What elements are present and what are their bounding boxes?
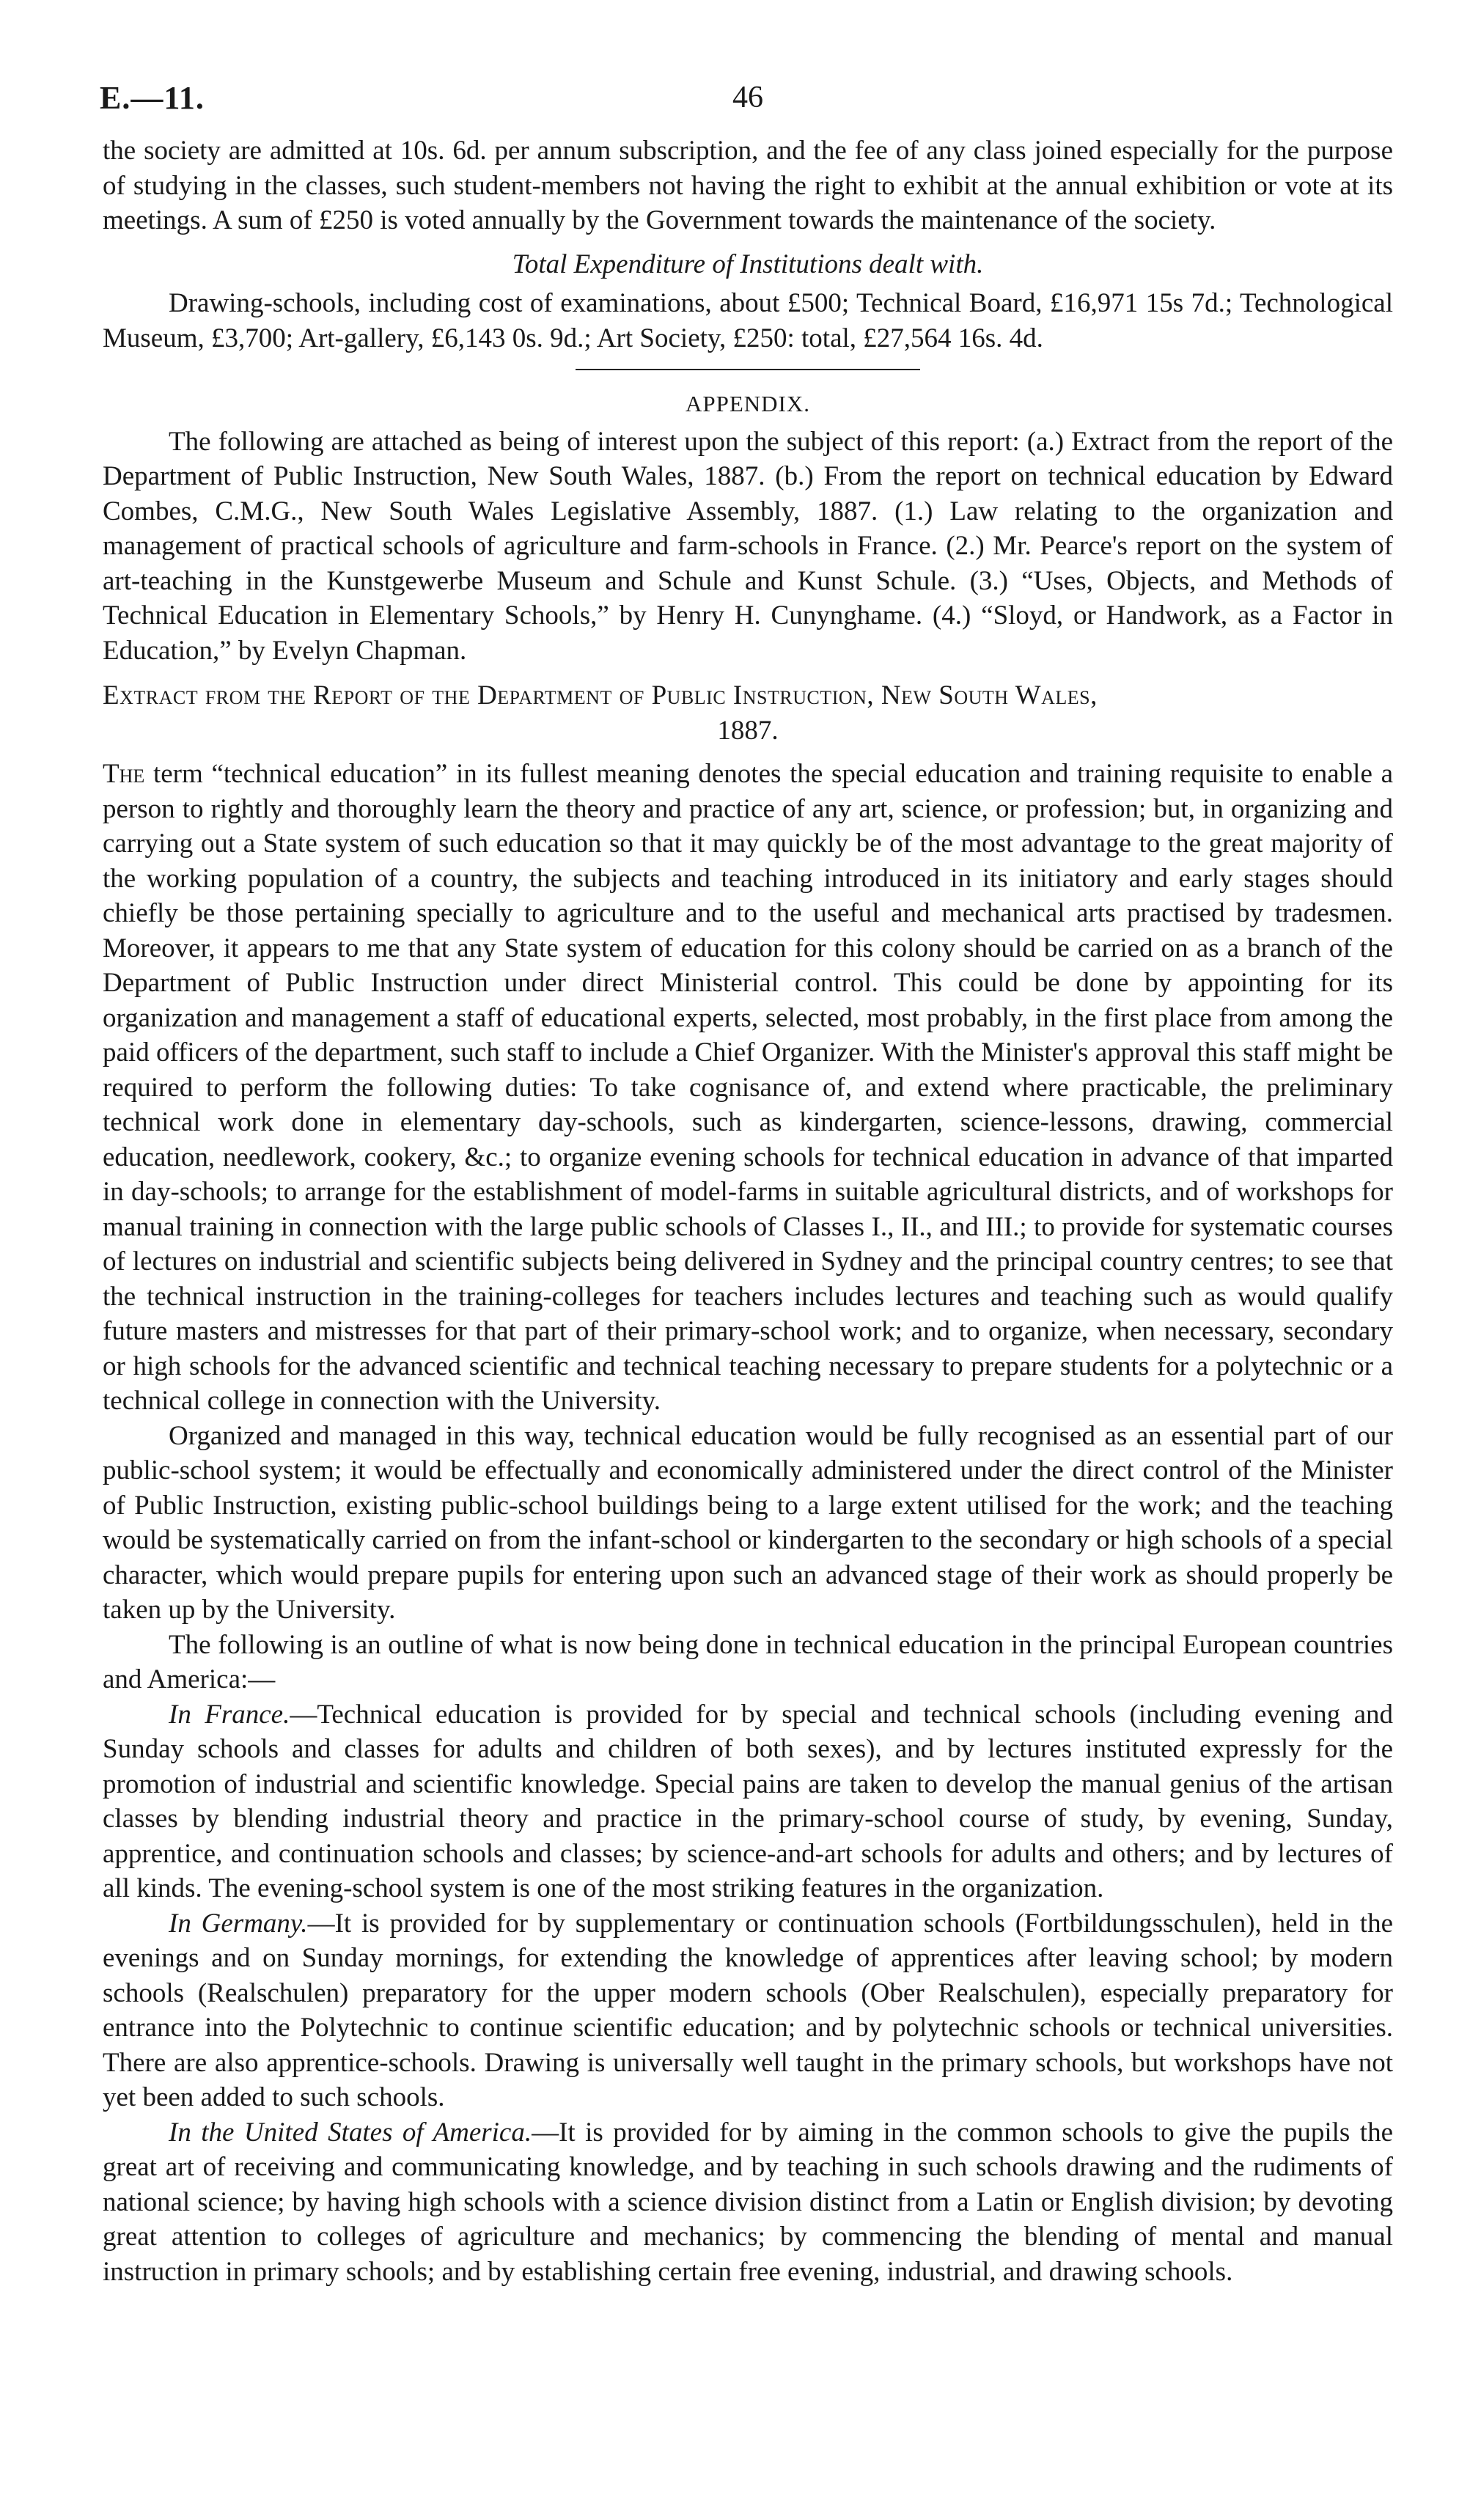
- document-page: [100, 80, 1393, 2289]
- extract-paragraph-1: [103, 757, 1393, 1419]
- series-label: E.—11.: [100, 80, 205, 116]
- france-text: —Technical education is provided for by special and technical schools (including evening and Sunday schools and classes for adults and children of both sexes), and by lectures instituted expressly for the promotion of industrial and scientific knowledge. Special pains are taken to develop the manual genius of the artisan classes by blending industrial theory and practice in the primary-school course of study, by evening, Sunday, apprentice, and continuation schools and classes; by science-and-art schools for adults and others; and by lectures of all kinds. The evening-school system is one of the most striking features in the organization.: [103, 1699, 1393, 1903]
- france-paragraph: [103, 1697, 1393, 1906]
- intro-paragraph: the society are admitted at 10s. 6d. per annum subscription, and the fee of any class joined especially for the purpose of studying in the classes, such student-members not having the right to exhibit at the annual exhibition or vote at its meetings. A sum of £250 is voted annually by the Government towards the maintenance of the society.: [103, 136, 1393, 235]
- usa-text: —It is provided for by aiming in the common schools to give the pupils the great art of receiving and communicating knowledge, and by teaching in such schools drawing and the rudiments of national science; by having high schools with a science division distinct from a Latin or English division; by devoting great attention to colleges of agriculture and mechanics; by commencing the blending of mental and manual instruction in primary schools; and by establishing certain free evening, industrial, and drawing schools.: [103, 2117, 1393, 2287]
- france-label: In France.: [169, 1699, 290, 1730]
- extract-heading: Extract from the Report of the Department of Public Instruction, New South Wales,: [103, 680, 1098, 710]
- germany-text: —It is provided for by supplementary or continuation schools (Fortbildungsschulen), held in the evenings and on Sunday mornings, for extending the knowledge of apprentices after leaving school; by modern schools (Realschulen) preparatory for the upper modern schools (Ober Realschulen), especially preparatory for entrance into the Polytechnic to continue scientific education; and by polytechnic schools or technical universities. There are also apprentice-schools. Drawing is universally well taught in the primary schools, but workshops have not yet been added to such schools.: [103, 1908, 1393, 2112]
- extract-paragraph-3: The following is an outline of what is now being done in technical education in the principal European countries and America:—: [103, 1629, 1393, 1694]
- appendix-intro: The following are attached as being of interest upon the subject of this report: (a.) Extract from the report of the Department of Public Instruction, New South Wales, 1887. (b.) From the report on technical education by Edward Combes, C.M.G., New South Wales Legislative Assembly, 1887. (1.) Law relating to the organization and management of practical schools of agriculture and farm-schools in France. (2.) Mr. Pearce's report on the system of art-teaching in the Kunstgewerbe Museum and Schule and Kunst Schule. (3.) “Uses, Objects, and Methods of Technical Education in Elementary Schools,” by Henry H. Cunynghame. (4.) “Sloyd, or Handwork, as a Factor in Education,” by Evelyn Chapman.: [103, 426, 1393, 666]
- germany-paragraph: [103, 1906, 1393, 2115]
- germany-label: In Germany.: [169, 1908, 308, 1939]
- usa-label: In the United States of America.: [169, 2117, 532, 2148]
- page-header: [100, 80, 1393, 133]
- page-number: 46: [732, 81, 763, 114]
- extract-paragraph-2: Organized and managed in this way, technical education would be fully recognised as an essential part of our public-school system; it would be effectually and economically administered under the direct control of the Minister of Public Instruction, existing public-school buildings being to a large extent utilised for the work; and the teaching would be systematically carried on from the infant-school or kindergarten to the secondary or high schools of a special character, which would prepare pupils for entering upon such an advanced stage of their work as should properly be taken up by the University.: [103, 1420, 1393, 1625]
- extract-year: 1887.: [717, 715, 779, 746]
- section-divider: [576, 369, 920, 370]
- expenditure-paragraph: Drawing-schools, including cost of examinations, about £500; Technical Board, £16,971 15s 7d.; Technological Museum, £3,700; Art-gallery, £6,143 0s. 9d.; Art Society, £250: total, £27,564 16s. 4d.: [103, 288, 1393, 353]
- paragraph-1-text: term “technical education” in its fullest meaning denotes the special education and training requisite to enable a person to rightly and thoroughly learn the theory and practice of any art, science, or profession; but, in organizing and carrying out a State system of such education so that it may quickly be of the most advantage to the great majority of the working population of a country, the subjects and teaching introduced in its initiatory and early stages should chiefly be those pertaining specially to agriculture and to the useful and mechanical arts practised by tradesmen. Moreover, it appears to me that any State system of education for this colony should be carried on as a branch of the Department of Public Instruction under direct Ministerial control. This could be done by appointing for its organization and management a staff of educational experts, selected, most probably, in the first place from among the paid officers of the department, such staff to include a Chief Organizer. With the Minister's approval this staff might be required to perform the following duties: To take cognisance of, and extend where practicable, the preliminary technical work done in elementary day-schools, such as kindergarten, science-lessons, drawing, commercial education, needlework, cookery, &c.; to organize evening schools for technical education in advance of that imparted in day-schools; to arrange for the establishment of model-farms in suitable agricultural districts, and of workshops for manual training in connection with the large public schools of Classes I., II., and III.; to provide for systematic courses of lectures on industrial and scientific subjects being delivered in Sydney and the principal country centres; to see that the technical instruction in the training-colleges for teachers includes lectures and teaching such as would qualify future masters and mistresses for that part of their primary-school work; and to organize, when necessary, secondary or high schools for the advanced scientific and technical teaching necessary to prepare students for a polytechnic or a technical college in connection with the University.: [103, 759, 1393, 1416]
- appendix-title: APPENDIX.: [685, 391, 811, 416]
- expenditure-caption: Total Expenditure of Institutions dealt with.: [512, 249, 984, 279]
- usa-paragraph: [103, 2115, 1393, 2290]
- lead-word: The: [103, 759, 145, 789]
